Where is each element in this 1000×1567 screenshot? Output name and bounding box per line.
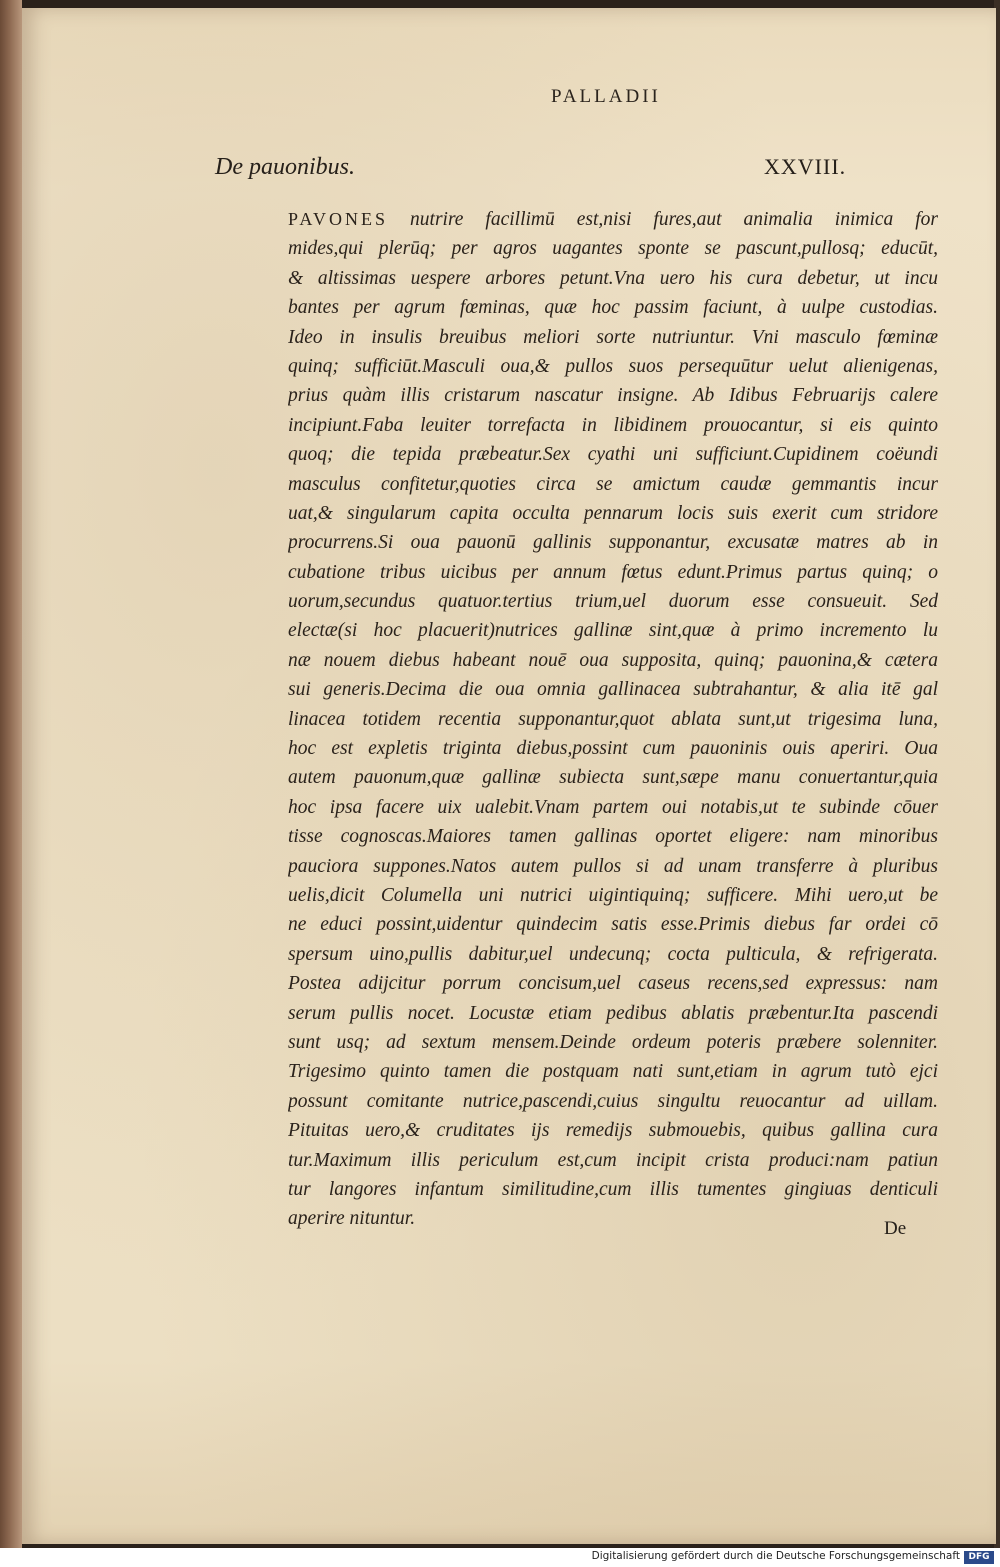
- text-line: ne educi possint,uidentur quindecim satis esse.Primis diebus far ordei cō: [288, 914, 938, 936]
- text-line: electæ(si hoc placuerit)nutrices gallinæ sint,quæ à primo incremento lu: [288, 620, 938, 642]
- text-line: Trigesimo quinto tamen die postquam nati sunt,etiam in agrum tutò ejci: [288, 1061, 938, 1083]
- chapter-title: De pauonibus.: [215, 154, 355, 180]
- text-line: prius quàm illis cristarum nascatur insigne. Ab Idibus Februarijs calere: [288, 385, 938, 407]
- text-line: næ nouem diebus habeant nouē oua supposita, quinq; pauonina,& cætera: [288, 649, 938, 671]
- text-line: quoq; die tepida præbeatur.Sex cyathi uni sufficiunt.Cupidinem coëundi: [288, 444, 938, 466]
- text-line: [288, 205, 938, 234]
- text-line: sui generis.Decima die oua omnia gallinacea subtrahantur, & alia itē gal: [288, 679, 938, 701]
- book-binding-edge: [0, 0, 22, 1548]
- footer-credit: Digitalisierung gefördert durch die Deutsche Forschungsgemeinschaft: [591, 1550, 960, 1562]
- text-line: cubatione tribus uicibus per annum fœtus edunt.Primus partus quinq; o: [288, 561, 938, 583]
- chapter-number: XXVIII.: [764, 154, 847, 179]
- text-line: hoc ipsa facere uix ualebit.Vnam partem oui notabis,ut te subinde cōuer: [288, 796, 938, 818]
- text-line: uorum,secundus quatuor.tertius trium,uel duorum esse consueuit. Sed: [288, 591, 938, 613]
- text-line: masculus confitetur,quoties circa se amictum caudæ gemmantis incur: [288, 473, 938, 495]
- text-line: pauciora suppones.Natos autem pullos si ad unam transferre à pluribus: [288, 855, 938, 877]
- text-line: possunt comitante nutrice,pascendi,cuius singultu reuocantur ad uillam.: [288, 1090, 938, 1112]
- text-line: procurrens.Si oua pauonū gallinis supponantur, excusatæ matres ab in: [288, 532, 938, 554]
- dfg-logo: DFG: [964, 1551, 994, 1564]
- text-line: hoc est expletis triginta diebus,possint cum pauoninis ouis aperiri. Oua: [288, 738, 938, 760]
- text-line: quinq; sufficiūt.Masculi oua,& pullos suos persequūtur uelut alienigenas,: [288, 355, 938, 377]
- text-line: uat,& singularum capita occulta pennarum locis suis exerit cum stridore: [288, 502, 938, 524]
- text-line: sunt usq; ad sextum mensem.Deinde ordeum poteris præbere solenniter.: [288, 1031, 938, 1053]
- text-line: serum pullis nocet. Locustæ etiam pedibus ablatis præbentur.Ita pascendi: [288, 1002, 938, 1024]
- running-head: PALLADII: [551, 86, 661, 107]
- catchword: De: [884, 1218, 907, 1239]
- text-line: incipiunt.Faba leuiter torrefacta in libidinem prouocantur, si eis quinto: [288, 414, 938, 436]
- text-line: bantes per agrum fœminas, quæ hoc passim faciunt, à uulpe custodias.: [288, 297, 938, 319]
- body-text: [288, 205, 938, 1234]
- text-line: linacea totidem recentia supponantur,quot ablata sunt,ut trigesima luna,: [288, 708, 938, 730]
- text-line: Pituitas uero,& cruditates ijs remedijs submouebis, quibus gallina cura: [288, 1120, 938, 1142]
- text-line-content: nutrire facillimū est,nisi fures,aut animalia inimica for: [388, 209, 938, 230]
- text-line: & altissimas uespere arbores petunt.Vna uero his cura debetur, ut incu: [288, 267, 938, 289]
- text-line: Ideo in insulis breuibus meliori sorte nutriuntur. Vni masculo fœminæ: [288, 326, 938, 348]
- text-line: tur.Maximum illis periculum est,cum incipit crista produci:nam patiun: [288, 1149, 938, 1171]
- text-line: tisse cognoscas.Maiores tamen gallinas oportet eligere: nam minoribus: [288, 826, 938, 848]
- text-line: Postea adijcitur porrum concisum,uel caseus recens,sed expressus: nam: [288, 973, 938, 995]
- text-line: aperire nituntur.: [288, 1208, 416, 1230]
- text-line: uelis,dicit Columella uni nutrici uigintiquinq; sufficere. Mihi uero,ut be: [288, 884, 938, 906]
- text-line: autem pauonum,quæ gallinæ subiecta sunt,sæpe manu conuertantur,quia: [288, 767, 938, 789]
- footer-bar: [0, 1548, 1000, 1567]
- initial-word: PAVONES: [288, 209, 389, 229]
- text-line: spersum uino,pullis dabitur,uel undecunq; cocta pulticula, & refrigerata.: [288, 943, 938, 965]
- text-line: mides,qui plerūq; per agros uagantes sponte se pascunt,pullosq; educūt,: [288, 238, 938, 260]
- text-line: tur langores infantum similitudine,cum illis tumentes gingiuas denticuli: [288, 1178, 938, 1200]
